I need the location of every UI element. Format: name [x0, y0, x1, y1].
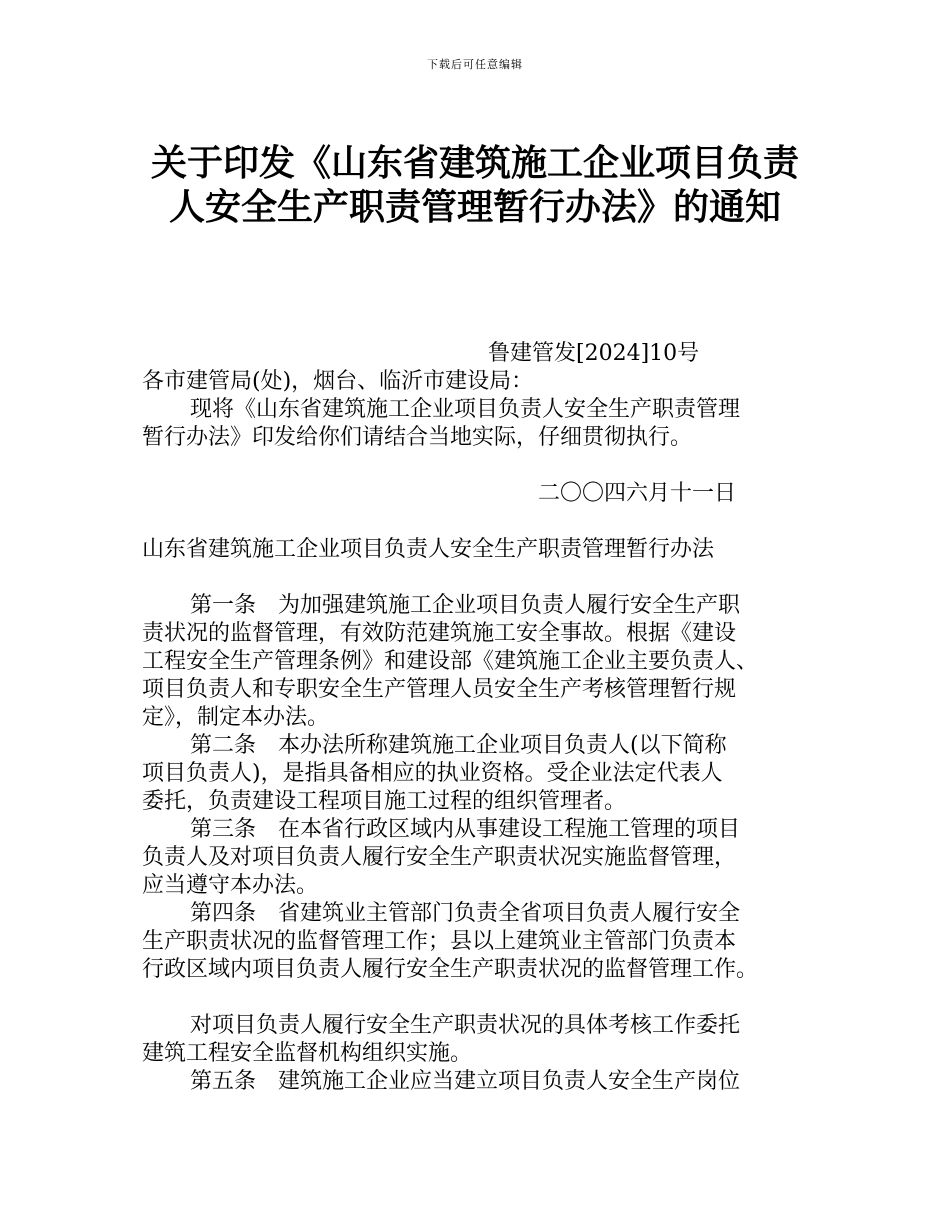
article-label: 第五条 [190, 1069, 257, 1094]
article-line: 负责人及对项目负责人履行安全生产职责状况实施监督管理， [142, 845, 737, 870]
paragraph-line: 建筑工程安全监督机构组织实施。 [142, 1041, 473, 1066]
article-line: 项目负责人)，是指具备相应的执业资格。受企业法定代表人 [142, 761, 723, 786]
article-first-line [142, 816, 832, 844]
intro-line: 暂行办法》印发给你们请结合当地实际，仔细贯彻执行。 [142, 425, 693, 450]
article-line: 项目负责人和专职安全生产管理人员安全生产考核管理暂行规 [142, 677, 737, 702]
article-label: 第四条 [190, 901, 257, 926]
article-first-line [142, 592, 832, 620]
article-text: 本办法所称建筑施工企业项目负责人(以下简称 [278, 733, 727, 758]
article-line: 工程安全生产管理条例》和建设部《建筑施工企业主要负责人、 [142, 649, 759, 674]
article-line: 委托，负责建设工程项目施工过程的组织管理者。 [142, 789, 627, 814]
article-text: 在本省行政区域内从事建设工程施工管理的项目 [278, 817, 741, 842]
article-label: 第一条 [190, 593, 257, 618]
article-first-line [142, 732, 832, 760]
article-line: 应当遵守本办法。 [142, 873, 319, 898]
article-label: 第二条 [190, 733, 257, 758]
law-title: 山东省建筑施工企业项目负责人安全生产职责管理暂行办法 [142, 537, 715, 562]
document-number: 鲁建管发[2024]10号 [488, 341, 700, 366]
document-title [100, 142, 850, 230]
article-line: 定》，制定本办法。 [142, 705, 330, 730]
title-line: 关于印发《山东省建筑施工企业项目负责 [150, 143, 799, 184]
spacer [142, 452, 832, 480]
article-text: 为加强建筑施工企业项目负责人履行安全生产职 [278, 593, 741, 618]
header-note: 下载后可任意编辑 [427, 58, 523, 71]
article-line: 行政区域内项目负责人履行安全生产职责状况的监督管理工作。 [142, 957, 759, 982]
article-label: 第三条 [190, 817, 257, 842]
issue-date: 二〇〇四六月十一日 [538, 481, 737, 506]
recipients: 各市建管局(处)，烟台、临沂市建设局： [142, 369, 534, 394]
paragraph-line: 对项目负责人履行安全生产职责状况的具体考核工作委托 [190, 1013, 741, 1038]
article-first-line [142, 900, 832, 928]
spacer [142, 508, 832, 536]
article-first-line [142, 1068, 832, 1096]
spacer [142, 984, 832, 1012]
article-line: 生产职责状况的监督管理工作；县以上建筑业主管部门负责本 [142, 929, 737, 954]
title-line: 人安全生产职责管理暂行办法》的通知 [168, 187, 781, 228]
article-line: 责状况的监督管理，有效防范建筑施工安全事故。根据《建设 [142, 621, 737, 646]
article-text: 建筑施工企业应当建立项目负责人安全生产岗位 [278, 1069, 741, 1094]
spacer [142, 564, 832, 592]
intro-line: 现将《山东省建筑施工企业项目负责人安全生产职责管理 [190, 397, 741, 422]
article-text: 省建筑业主管部门负责全省项目负责人履行安全 [278, 901, 741, 926]
document-body [142, 340, 832, 1096]
